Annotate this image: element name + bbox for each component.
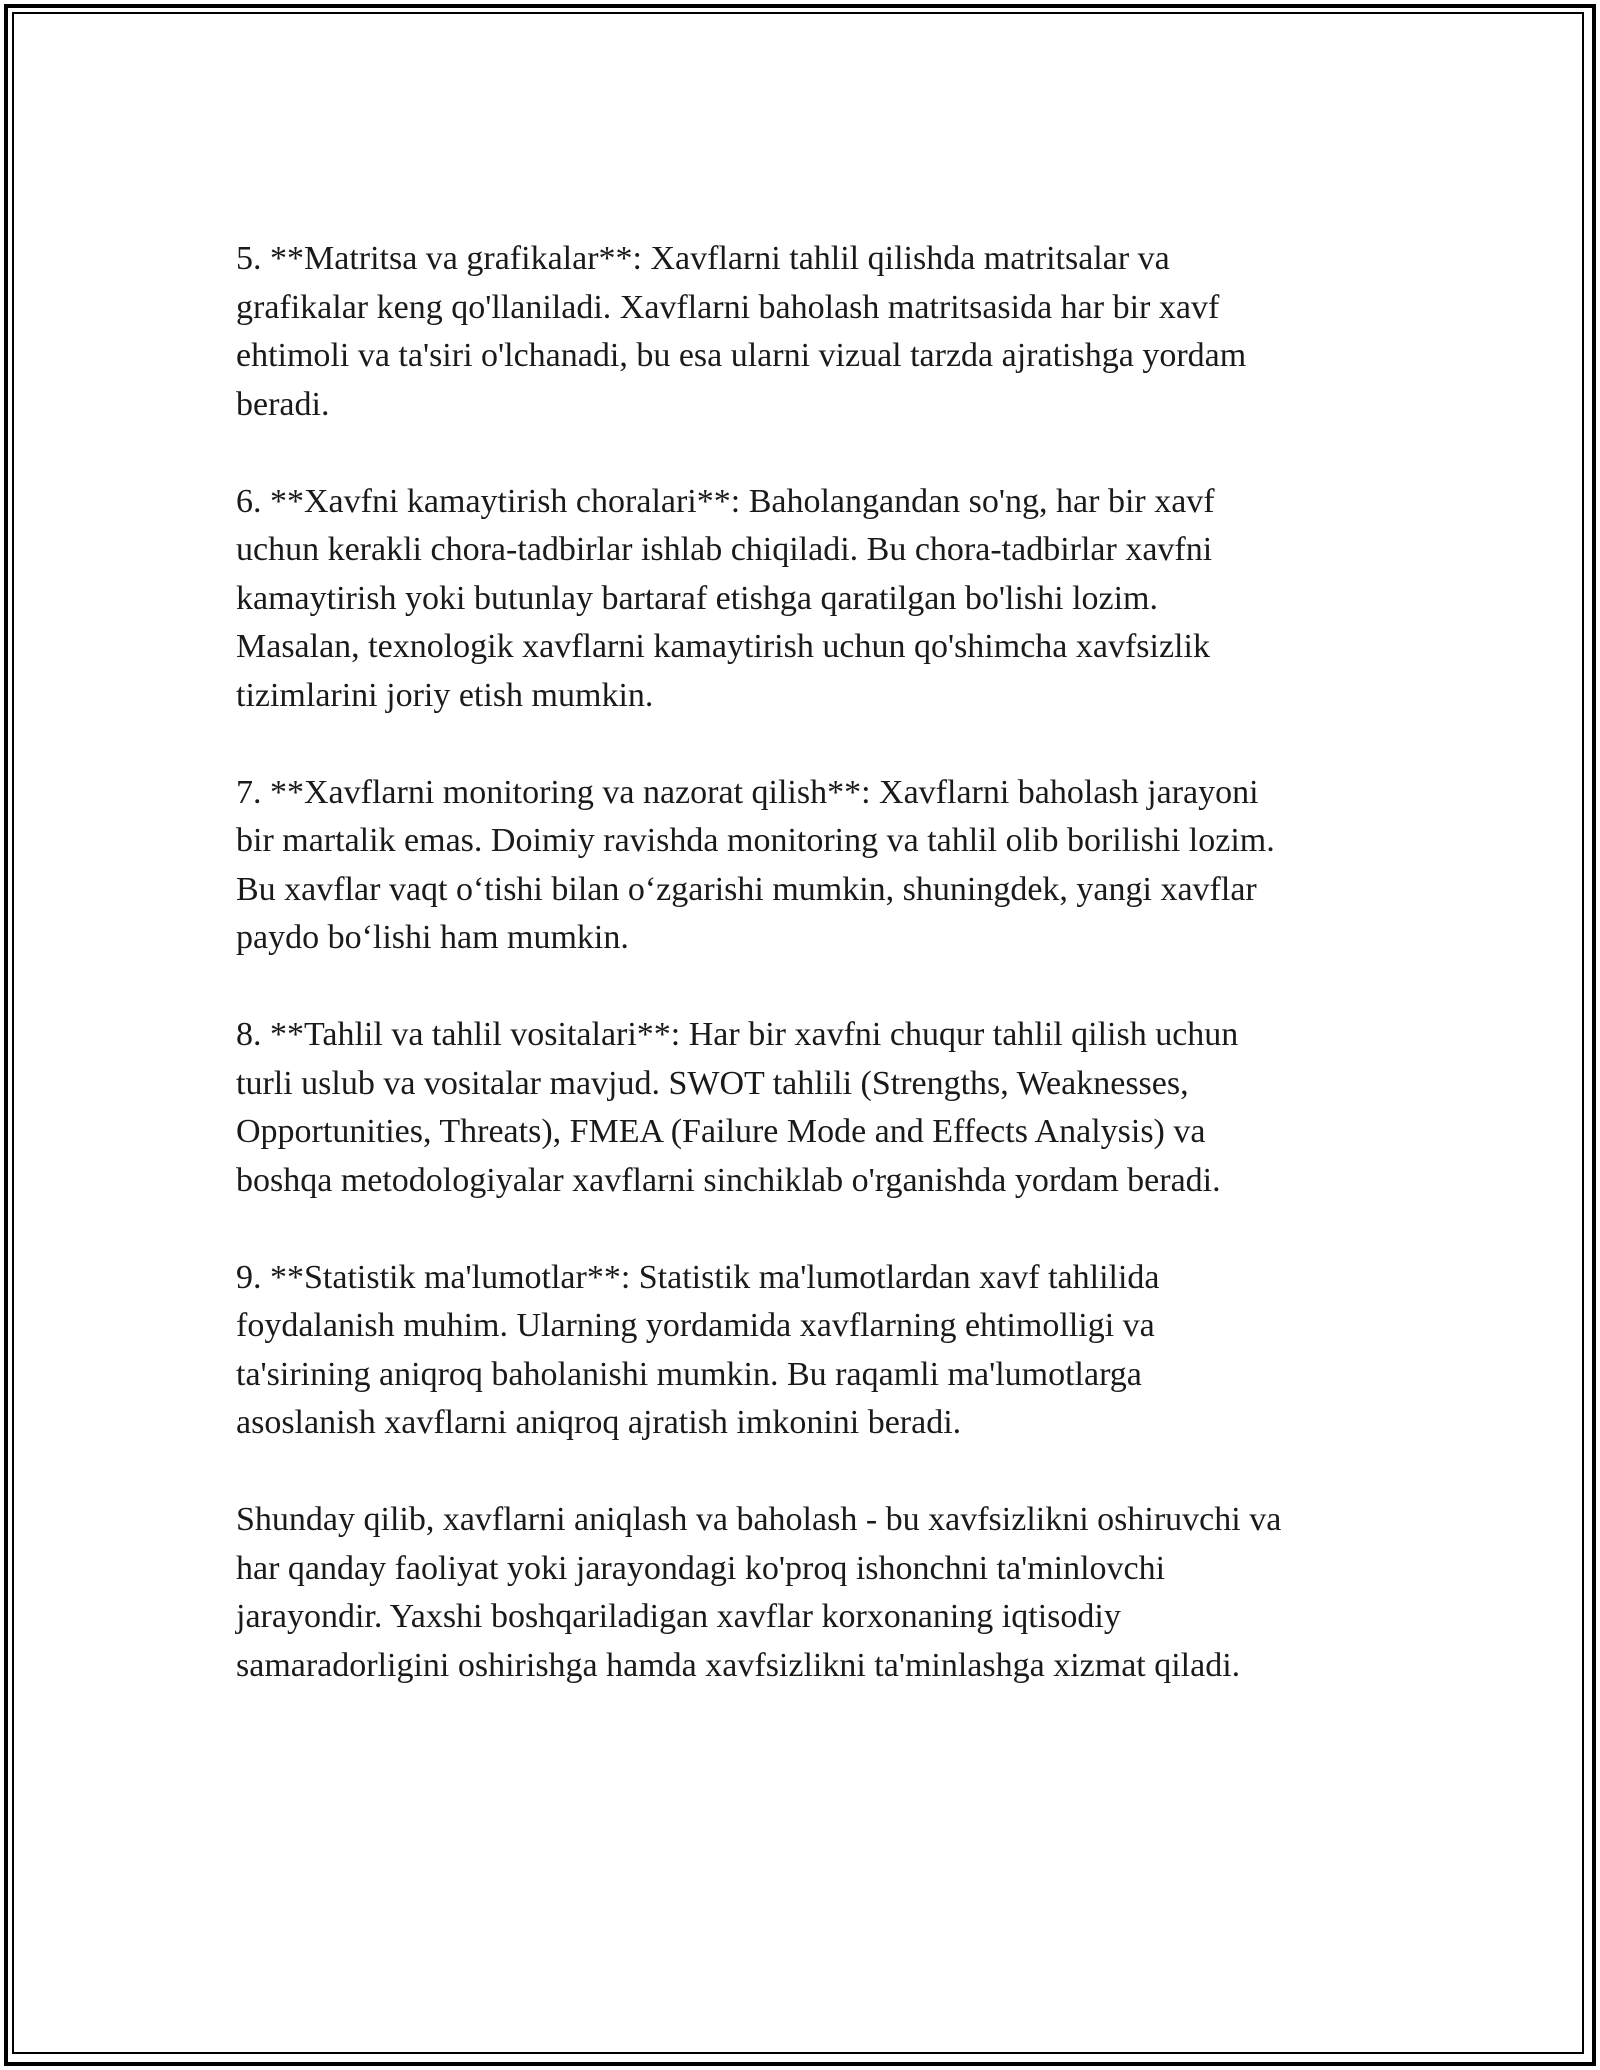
conclusion-paragraph: Shunday qilib, xavflarni aniqlash va baholash - bu xavfsizlikni oshiruvchi va har qanday faoliyat yoki jarayondagi ko'proq ishonchni ta'minlovchi jarayondir. Yaxshi boshqariladigan xavflar korxonaning iqtisodiy samaradorligini oshirishga hamda xavfsizlikni ta'minlashga xizmat qiladi. <box>236 1501 1282 1684</box>
document-body <box>236 235 1386 1739</box>
paragraph-item-5: 5. **Matritsa va grafikalar**: Xavflarni tahlil qilishda matritsalar va grafikalar keng qo'llaniladi. Xavflarni baholash matritsasida har bir xavf ehtimoli va ta'siri o'lchanadi, bu esa ularni vizual tarzda ajratishga yordam beradi. <box>236 240 1247 423</box>
paragraph-item-7: 7. **Xavflarni monitoring va nazorat qilish**: Xavflarni baholash jarayoni bir martalik emas. Doimiy ravishda monitoring va tahlil olib borilishi lozim. Bu xavflar vaqt o‘tishi bilan o‘zgarishi mumkin, shuningdek, yangi xavflar paydo bo‘lishi ham mumkin. <box>236 773 1275 956</box>
paragraph-item-9: 9. **Statistik ma'lumotlar**: Statistik ma'lumotlardan xavf tahlilida foydalanish muhim. Ularning yordamida xavflarning ehtimolligi va ta'sirining aniqroq baholanishi mumkin. Bu raqamli ma'lumotlarga asoslanish xavflarni aniqroq ajratish imkonini beradi. <box>236 1258 1160 1441</box>
paragraph-item-6: 6. **Xavfni kamaytirish choralari**: Baholangandan so'ng, har bir xavf uchun kerakli chora-tadbirlar ishlab chiqiladi. Bu chora-tadbirlar xavfni kamaytirish yoki butunlay bartaraf etishga qaratilgan bo'lishi lozim. Masalan, texnologik xavflarni kamaytirish uchun qo'shimcha xavfsizlik tizimlarini joriy etish mumkin. <box>236 482 1215 714</box>
paragraph-item-8: 8. **Tahlil va tahlil vositalari**: Har bir xavfni chuqur tahlil qilish uchun turli uslub va vositalar mavjud. SWOT tahlili (Strengths, Weaknesses, Opportunities, Threats), FMEA (Failure Mode and Effects Analysis) va boshqa metodologiyalar xavflarni sinchiklab o'rganishda yordam beradi. <box>236 1016 1239 1199</box>
